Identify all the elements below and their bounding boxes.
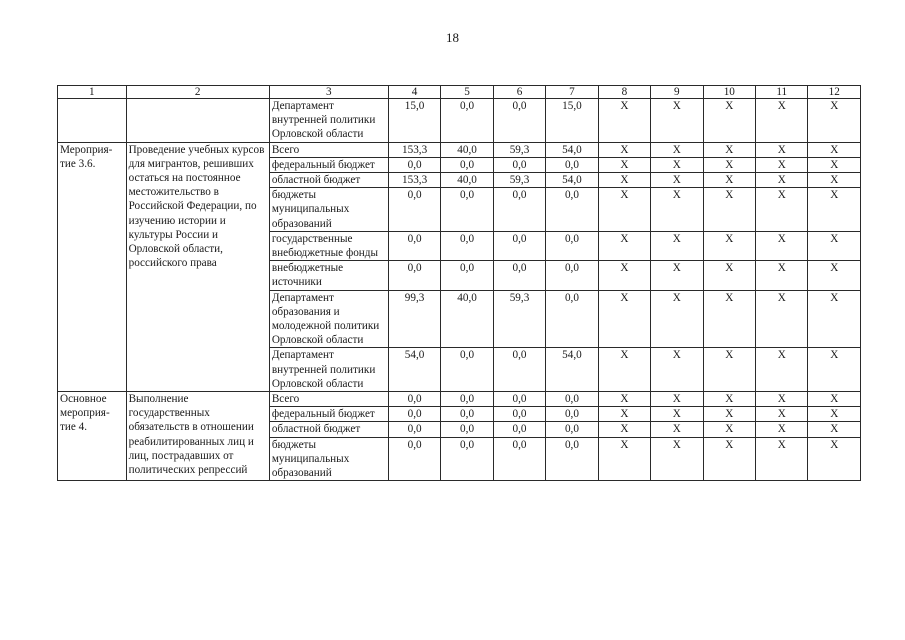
amount-cell: 0,0 <box>441 261 493 290</box>
amount-cell: 54,0 <box>388 348 440 392</box>
amount-cell: 0,0 <box>441 99 493 143</box>
x-mark-cell: X <box>808 437 861 481</box>
amount-cell: 0,0 <box>388 188 440 232</box>
x-mark-cell: X <box>808 142 861 157</box>
table-row <box>58 392 861 407</box>
x-mark-cell: X <box>651 173 703 188</box>
budget-table <box>57 85 861 481</box>
funding-source: областной бюджет <box>269 173 388 188</box>
amount-cell: 0,0 <box>388 437 440 481</box>
amount-cell: 0,0 <box>493 422 545 437</box>
amount-cell: 40,0 <box>441 290 493 348</box>
column-header: 3 <box>269 86 388 99</box>
amount-cell: 0,0 <box>388 422 440 437</box>
column-header: 8 <box>598 86 650 99</box>
amount-cell: 0,0 <box>493 392 545 407</box>
amount-cell: 59,3 <box>493 290 545 348</box>
x-mark-cell: X <box>598 407 650 422</box>
funding-source: Департамент внутренней политики Орловской области <box>269 348 388 392</box>
header-row <box>58 86 861 99</box>
event-name: Проведение учебных курсов для мигрантов, решивших остаться на постоянное местожительство в Российской Федерации, по изучению истории и культуры России и Орловской области, российского права <box>126 142 269 391</box>
x-mark-cell: X <box>703 437 755 481</box>
amount-cell: 0,0 <box>441 348 493 392</box>
x-mark-cell: X <box>703 392 755 407</box>
funding-source: государственные внебюджетные фонды <box>269 231 388 260</box>
x-mark-cell: X <box>808 188 861 232</box>
x-mark-cell: X <box>703 157 755 172</box>
amount-cell: 0,0 <box>388 231 440 260</box>
column-header: 9 <box>651 86 703 99</box>
column-header: 6 <box>493 86 545 99</box>
x-mark-cell: X <box>756 348 808 392</box>
x-mark-cell: X <box>598 437 650 481</box>
amount-cell: 99,3 <box>388 290 440 348</box>
funding-source: Департамент внутренней политики Орловской области <box>269 99 388 143</box>
amount-cell: 0,0 <box>441 392 493 407</box>
amount-cell: 0,0 <box>441 231 493 260</box>
x-mark-cell: X <box>756 437 808 481</box>
x-mark-cell: X <box>651 290 703 348</box>
amount-cell: 0,0 <box>546 290 598 348</box>
column-header: 5 <box>441 86 493 99</box>
x-mark-cell: X <box>598 290 650 348</box>
x-mark-cell: X <box>651 261 703 290</box>
amount-cell: 54,0 <box>546 348 598 392</box>
funding-source: внебюджетные источники <box>269 261 388 290</box>
column-header: 12 <box>808 86 861 99</box>
amount-cell: 0,0 <box>493 188 545 232</box>
x-mark-cell: X <box>651 142 703 157</box>
amount-cell: 15,0 <box>546 99 598 143</box>
x-mark-cell: X <box>703 422 755 437</box>
x-mark-cell: X <box>598 157 650 172</box>
funding-source: бюджеты муниципальных образований <box>269 188 388 232</box>
x-mark-cell: X <box>598 142 650 157</box>
amount-cell: 0,0 <box>546 157 598 172</box>
x-mark-cell: X <box>703 99 755 143</box>
amount-cell: 0,0 <box>493 348 545 392</box>
event-name: Выполнение государственных обязательств в отношении реабилитированных лиц и лиц, пострадавших от политических репрессий <box>126 392 269 481</box>
x-mark-cell: X <box>651 231 703 260</box>
x-mark-cell: X <box>756 290 808 348</box>
x-mark-cell: X <box>808 261 861 290</box>
x-mark-cell: X <box>756 231 808 260</box>
column-header: 11 <box>756 86 808 99</box>
amount-cell: 0,0 <box>493 99 545 143</box>
amount-cell: 0,0 <box>493 157 545 172</box>
amount-cell: 54,0 <box>546 142 598 157</box>
x-mark-cell: X <box>651 392 703 407</box>
amount-cell: 0,0 <box>441 157 493 172</box>
x-mark-cell: X <box>756 99 808 143</box>
x-mark-cell: X <box>808 99 861 143</box>
x-mark-cell: X <box>703 407 755 422</box>
x-mark-cell: X <box>808 422 861 437</box>
x-mark-cell: X <box>598 348 650 392</box>
x-mark-cell: X <box>598 99 650 143</box>
event-code: Мероприя-тие 3.6. <box>58 142 127 391</box>
x-mark-cell: X <box>703 231 755 260</box>
amount-cell: 40,0 <box>441 142 493 157</box>
funding-source: федеральный бюджет <box>269 407 388 422</box>
x-mark-cell: X <box>808 231 861 260</box>
amount-cell: 0,0 <box>388 261 440 290</box>
funding-source: федеральный бюджет <box>269 157 388 172</box>
x-mark-cell: X <box>756 188 808 232</box>
x-mark-cell: X <box>756 261 808 290</box>
x-mark-cell: X <box>703 348 755 392</box>
x-mark-cell: X <box>703 261 755 290</box>
event-name <box>126 99 269 143</box>
x-mark-cell: X <box>756 422 808 437</box>
funding-source: Всего <box>269 142 388 157</box>
event-code: Основное мероприя-тие 4. <box>58 392 127 481</box>
x-mark-cell: X <box>598 231 650 260</box>
funding-source: Всего <box>269 392 388 407</box>
x-mark-cell: X <box>703 142 755 157</box>
amount-cell: 0,0 <box>441 422 493 437</box>
x-mark-cell: X <box>598 188 650 232</box>
amount-cell: 0,0 <box>388 392 440 407</box>
table-row <box>58 142 861 157</box>
amount-cell: 0,0 <box>546 422 598 437</box>
amount-cell: 0,0 <box>388 407 440 422</box>
amount-cell: 54,0 <box>546 173 598 188</box>
x-mark-cell: X <box>756 157 808 172</box>
x-mark-cell: X <box>808 348 861 392</box>
x-mark-cell: X <box>651 407 703 422</box>
amount-cell: 0,0 <box>441 407 493 422</box>
amount-cell: 153,3 <box>388 142 440 157</box>
amount-cell: 0,0 <box>388 157 440 172</box>
funding-source: бюджеты муниципальных образований <box>269 437 388 481</box>
x-mark-cell: X <box>808 157 861 172</box>
amount-cell: 0,0 <box>493 407 545 422</box>
page-number: 18 <box>446 30 459 45</box>
amount-cell: 0,0 <box>441 437 493 481</box>
x-mark-cell: X <box>651 437 703 481</box>
x-mark-cell: X <box>651 348 703 392</box>
column-header: 4 <box>388 86 440 99</box>
funding-source: областной бюджет <box>269 422 388 437</box>
column-header: 10 <box>703 86 755 99</box>
column-header: 7 <box>546 86 598 99</box>
amount-cell: 0,0 <box>493 261 545 290</box>
event-code <box>58 99 127 143</box>
amount-cell: 0,0 <box>441 188 493 232</box>
x-mark-cell: X <box>703 173 755 188</box>
x-mark-cell: X <box>651 422 703 437</box>
x-mark-cell: X <box>756 142 808 157</box>
amount-cell: 153,3 <box>388 173 440 188</box>
x-mark-cell: X <box>598 392 650 407</box>
column-header: 2 <box>126 86 269 99</box>
x-mark-cell: X <box>651 99 703 143</box>
amount-cell: 0,0 <box>546 437 598 481</box>
x-mark-cell: X <box>756 392 808 407</box>
x-mark-cell: X <box>808 392 861 407</box>
x-mark-cell: X <box>598 422 650 437</box>
x-mark-cell: X <box>756 407 808 422</box>
amount-cell: 40,0 <box>441 173 493 188</box>
amount-cell: 0,0 <box>546 231 598 260</box>
amount-cell: 0,0 <box>493 231 545 260</box>
amount-cell: 0,0 <box>546 407 598 422</box>
x-mark-cell: X <box>598 261 650 290</box>
amount-cell: 59,3 <box>493 142 545 157</box>
x-mark-cell: X <box>703 188 755 232</box>
x-mark-cell: X <box>756 173 808 188</box>
x-mark-cell: X <box>808 173 861 188</box>
amount-cell: 15,0 <box>388 99 440 143</box>
x-mark-cell: X <box>808 407 861 422</box>
table-row <box>58 99 861 143</box>
x-mark-cell: X <box>808 290 861 348</box>
amount-cell: 0,0 <box>546 188 598 232</box>
column-header: 1 <box>58 86 127 99</box>
x-mark-cell: X <box>703 290 755 348</box>
x-mark-cell: X <box>651 157 703 172</box>
x-mark-cell: X <box>598 173 650 188</box>
amount-cell: 59,3 <box>493 173 545 188</box>
amount-cell: 0,0 <box>493 437 545 481</box>
amount-cell: 0,0 <box>546 392 598 407</box>
funding-source: Департамент образования и молодежной политики Орловской области <box>269 290 388 348</box>
x-mark-cell: X <box>651 188 703 232</box>
amount-cell: 0,0 <box>546 261 598 290</box>
